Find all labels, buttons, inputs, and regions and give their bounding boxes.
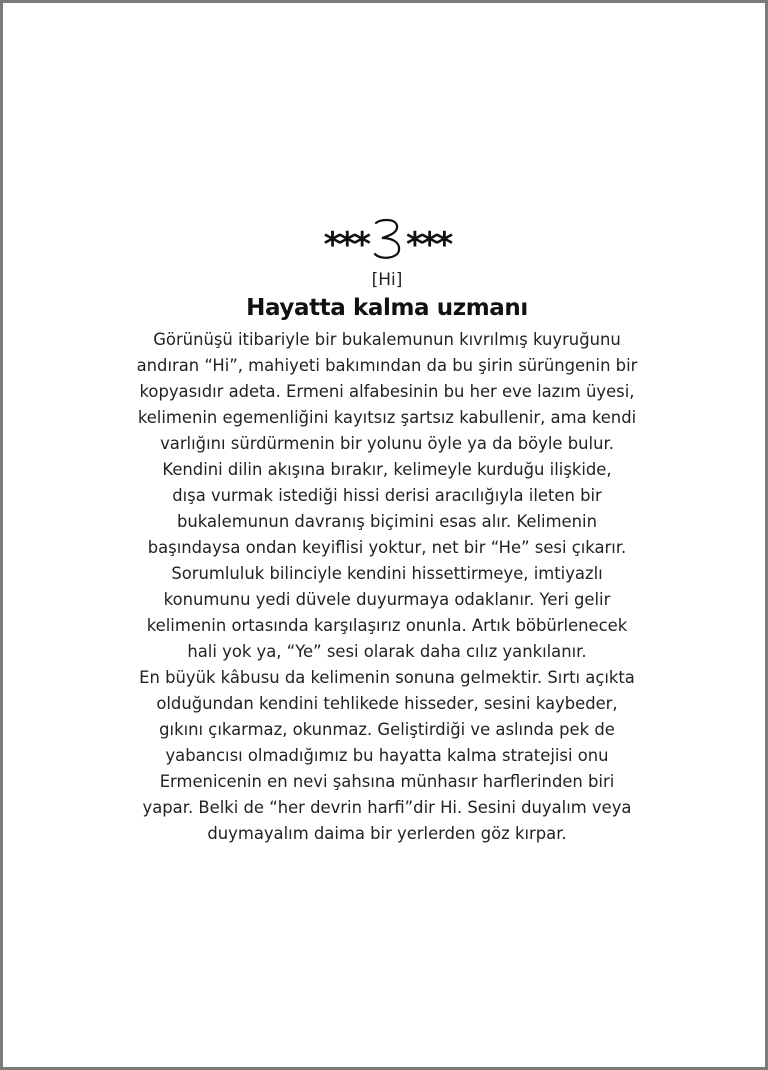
body-line: bukalemunun davranış biçimini esas alır. Kelimenin <box>177 512 597 531</box>
body-line: olduğundan kendini tehlikede hisseder, sesini kaybeder, <box>156 694 618 713</box>
body-line: yabancısı olmadığımız bu hayatta kalma stratejisi onu <box>165 746 609 765</box>
body-line: yapar. Belki de “her devrin harfi”dir Hi. Sesini duyalım veya <box>142 798 632 817</box>
body-line: kopyasıdır adeta. Ermeni alfabesinin bu her eve lazım üyesi, <box>139 382 635 401</box>
armenian-letter-ho-icon <box>370 217 404 261</box>
body-line: dışa vurmak istediği hissi derisi aracılığıyla ileten bir <box>172 486 602 505</box>
body-line: konumunu yedi düvele duyurmaya odaklanır. Yeri gelir <box>163 590 611 609</box>
body-line: hali yok ya, “Ye” sesi olarak daha cılız yankılanır. <box>187 642 587 661</box>
body-line: Sorumluluk bilinciyle kendini hissettirmeye, imtiyazlı <box>171 564 603 583</box>
stars-right: *** <box>406 225 451 265</box>
chapter-ornament <box>3 215 768 263</box>
body-line: Görünüşü itibariyle bir bukalemunun kıvrılmış kuyruğunu <box>153 330 621 349</box>
body-line: varlığını sürdürmenin bir yolunu öyle ya da böyle bulur. <box>160 434 614 453</box>
letter-transliteration: [Hi] <box>371 270 403 290</box>
body-line: kelimenin ortasında karşılaşırız onunla. Artık böbürlenecek <box>146 616 628 635</box>
body-text <box>87 327 687 847</box>
body-line: En büyük kâbusu da kelimenin sonuna gelmektir. Sırtı açıkta <box>139 668 635 687</box>
chapter-content <box>3 215 768 847</box>
stars-left: *** <box>323 225 368 265</box>
chapter-title: Hayatta kalma uzmanı <box>246 295 528 321</box>
body-line: kelimenin egemenliğini kayıtsız şartsız kabullenir, ama kendi <box>137 408 637 427</box>
body-line: başındaysa ondan keyiflisi yoktur, net bir “He” sesi çıkarır. <box>147 538 627 557</box>
body-line: andıran “Hi”, mahiyeti bakımından da bu şirin sürüngenin bir <box>136 356 638 375</box>
body-line: Kendini dilin akışına bırakır, kelimeyle kurduğu ilişkide, <box>162 460 612 479</box>
body-line: gıkını çıkarmaz, okunmaz. Geliştirdiği ve aslında pek de <box>159 720 615 739</box>
body-line: Ermenicenin en nevi şahsına münhasır harflerinden biri <box>159 772 615 791</box>
body-line: duymayalım daima bir yerlerden göz kırpar. <box>207 824 567 843</box>
